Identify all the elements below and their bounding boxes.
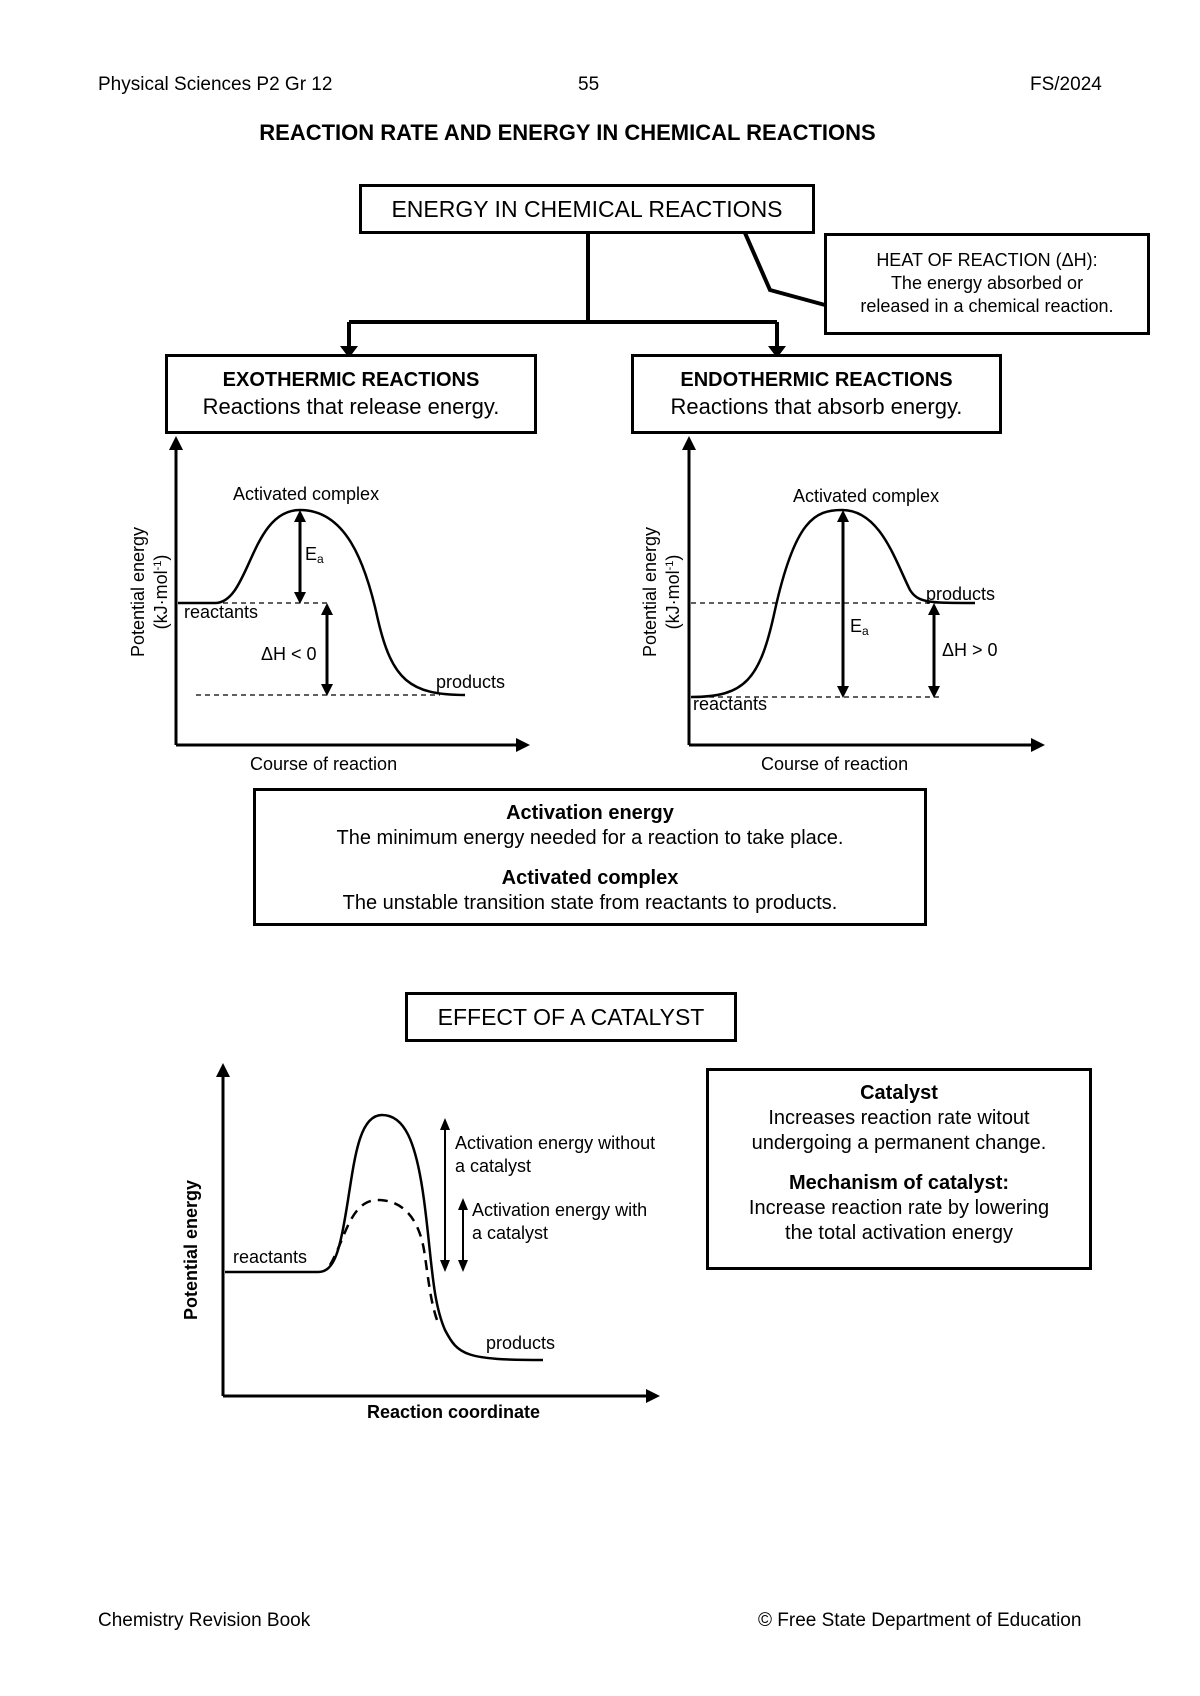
mechanism-line-1: Increase reaction rate by lowering bbox=[748, 1197, 1050, 1219]
endothermic-title: ENDOTHERMIC REACTIONS bbox=[680, 369, 953, 391]
endothermic-desc: Reactions that absorb energy. bbox=[670, 394, 963, 419]
exo-ea-label: Ea bbox=[305, 544, 324, 566]
catalyst-line-1: Increases reaction rate witout bbox=[768, 1107, 1030, 1129]
activation-energy-title: Activation energy bbox=[506, 802, 674, 824]
heat-line-3: released in a chemical reaction. bbox=[860, 296, 1114, 316]
cat-with-label-1: Activation energy with bbox=[472, 1200, 648, 1220]
footer-right: © Free State Department of Education bbox=[758, 1610, 1082, 1631]
cat-y-label: Potential energy bbox=[181, 1179, 201, 1321]
cat-with-label-2: a catalyst bbox=[472, 1223, 549, 1243]
cat-x-axis-arrow bbox=[646, 1389, 660, 1403]
exo-products-label: products bbox=[436, 672, 506, 692]
heat-line-1: HEAT OF REACTION (ΔH): bbox=[876, 250, 1098, 270]
cat-arrow-with-top bbox=[458, 1198, 468, 1210]
heat-line-2: The energy absorbed or bbox=[890, 273, 1084, 293]
cat-x-label: Reaction coordinate bbox=[367, 1402, 541, 1422]
footer-left: Chemistry Revision Book bbox=[98, 1610, 311, 1631]
cat-without-label-2: a catalyst bbox=[455, 1156, 532, 1176]
exo-dh-label: ΔH < 0 bbox=[261, 644, 317, 664]
cat-reactants-label: reactants bbox=[233, 1247, 308, 1267]
mechanism-line-2: the total activation energy bbox=[785, 1222, 1013, 1244]
header-right: FS/2024 bbox=[1030, 74, 1102, 95]
page-title: REACTION RATE AND ENERGY IN CHEMICAL REACTIONS bbox=[259, 120, 876, 145]
endo-products-label: products bbox=[926, 584, 996, 604]
activated-complex-text: The unstable transition state from reactants to products. bbox=[342, 892, 838, 914]
cat-arrow-without-top bbox=[440, 1118, 450, 1130]
cat-y-axis-arrow bbox=[216, 1063, 230, 1077]
cat-products-label: products bbox=[486, 1333, 556, 1353]
mechanism-title: Mechanism of catalyst: bbox=[788, 1172, 1010, 1194]
catalyst-description-box bbox=[706, 1068, 1092, 1270]
exo-x-label: Course of reaction bbox=[250, 754, 398, 774]
cat-without-label-1: Activation energy without bbox=[455, 1133, 656, 1153]
endo-y-label-2: (kJ·mol$^{-1}$) bbox=[663, 554, 683, 630]
exo-complex-label: Activated complex bbox=[233, 484, 380, 504]
endo-reactants-label: reactants bbox=[693, 694, 768, 714]
cat-arrow-without-bottom bbox=[440, 1260, 450, 1272]
endo-complex-label: Activated complex bbox=[793, 486, 940, 506]
catalyst-title: Catalyst bbox=[860, 1082, 938, 1104]
endo-x-label: Course of reaction bbox=[761, 754, 909, 774]
endo-dh-label: ΔH > 0 bbox=[942, 640, 998, 660]
exo-y-label-2: (kJ·mol$^{-1}$) bbox=[151, 554, 171, 630]
endo-ea-label: Ea bbox=[850, 616, 869, 638]
endo-y-label-1: Potential energy bbox=[640, 526, 660, 658]
exothermic-title: EXOTHERMIC REACTIONS bbox=[222, 369, 480, 391]
catalyst-line-2: undergoing a permanent change. bbox=[751, 1132, 1047, 1154]
header-left: Physical Sciences P2 Gr 12 bbox=[98, 74, 333, 95]
activation-energy-text: The minimum energy needed for a reaction to take place. bbox=[336, 827, 844, 849]
exo-y-label-1: Potential energy bbox=[128, 526, 148, 658]
cat-arrow-with-bottom bbox=[458, 1260, 468, 1272]
catalyst-heading: EFFECT OF A CATALYST bbox=[437, 1004, 705, 1030]
activated-complex-title: Activated complex bbox=[501, 867, 679, 889]
exo-reactants-label: reactants bbox=[184, 602, 259, 622]
page-number: 55 bbox=[578, 74, 600, 95]
exothermic-desc: Reactions that release energy. bbox=[202, 394, 500, 419]
energy-box-title: ENERGY IN CHEMICAL REACTIONS bbox=[391, 196, 783, 222]
